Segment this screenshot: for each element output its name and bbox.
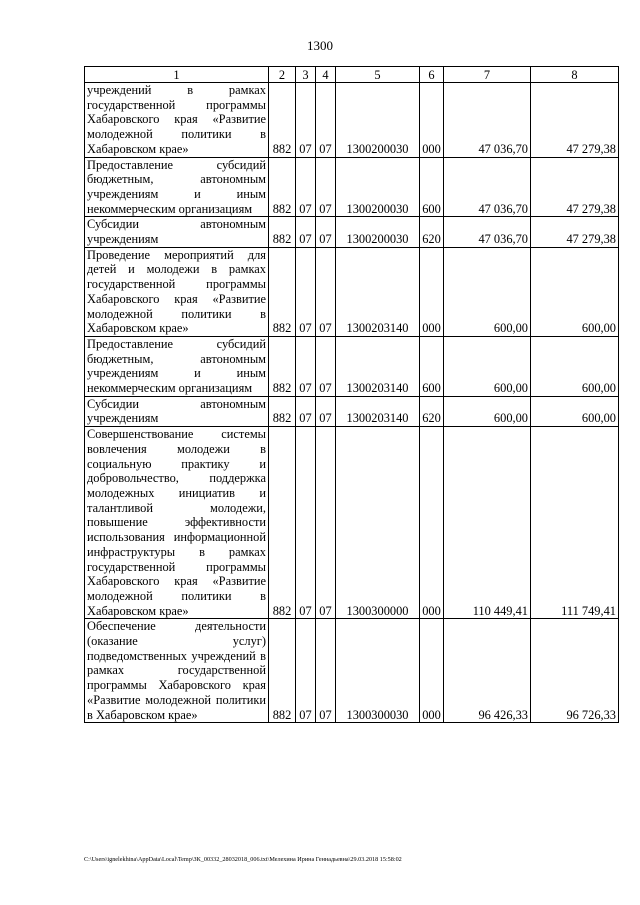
expense-type-code: 000 (420, 619, 444, 723)
ministry-code: 882 (269, 427, 296, 619)
table-row (85, 157, 619, 217)
ministry-code: 882 (269, 217, 296, 247)
section-code: 07 (296, 83, 316, 158)
ministry-code: 882 (269, 336, 296, 396)
amount-year-1: 600,00 (444, 336, 531, 396)
row-description: Предоставление субсидий бюджетным, автономным учреждениям и иным некоммерческим организациям (85, 157, 269, 217)
ministry-code: 882 (269, 619, 296, 723)
table-row (85, 83, 619, 158)
section-code: 07 (296, 396, 316, 426)
budget-table (84, 66, 619, 723)
table-row (85, 217, 619, 247)
expense-type-code: 000 (420, 83, 444, 158)
subsection-code: 07 (316, 157, 336, 217)
amount-year-1: 47 036,70 (444, 83, 531, 158)
row-description: Субсидии автономным учреждениям (85, 396, 269, 426)
column-header: 7 (444, 67, 531, 83)
table-row (85, 247, 619, 336)
table-row (85, 427, 619, 619)
target-article-code: 1300200030 (336, 83, 420, 158)
target-article-code: 1300203140 (336, 396, 420, 426)
expense-type-code: 000 (420, 427, 444, 619)
column-header: 6 (420, 67, 444, 83)
section-code: 07 (296, 157, 316, 217)
row-description: Обеспечение деятельности (оказание услуг) подведомственных учреждений в рамках государственной программы Хабаровского края «Развитие молодежной политики в Хабаровском крае» (85, 619, 269, 723)
row-description: Проведение мероприятий для детей и молодежи в рамках государственной программы Хабаровского края «Развитие молодежной политики в Хабаровском крае» (85, 247, 269, 336)
column-header: 2 (269, 67, 296, 83)
table-row (85, 619, 619, 723)
target-article-code: 1300200030 (336, 217, 420, 247)
amount-year-1: 47 036,70 (444, 217, 531, 247)
column-header: 3 (296, 67, 316, 83)
amount-year-2: 96 726,33 (531, 619, 619, 723)
target-article-code: 1300300030 (336, 619, 420, 723)
amount-year-2: 111 749,41 (531, 427, 619, 619)
expense-type-code: 620 (420, 217, 444, 247)
subsection-code: 07 (316, 427, 336, 619)
expense-type-code: 600 (420, 157, 444, 217)
column-header: 8 (531, 67, 619, 83)
section-code: 07 (296, 427, 316, 619)
section-code: 07 (296, 217, 316, 247)
amount-year-2: 47 279,38 (531, 157, 619, 217)
table-header-row (85, 67, 619, 83)
file-path-footer: C:\Users\ignelekhina\AppData\Local\Temp\ЗК_00332_28032018_006.txt\Мелехина Ирина Геннадьевна\29.03.2018 15:58:02 (84, 856, 402, 863)
ministry-code: 882 (269, 157, 296, 217)
table-row (85, 336, 619, 396)
section-code: 07 (296, 336, 316, 396)
amount-year-2: 47 279,38 (531, 83, 619, 158)
subsection-code: 07 (316, 396, 336, 426)
amount-year-2: 47 279,38 (531, 217, 619, 247)
row-description: Совершенствование системы вовлечения молодежи в социальную практику и добровольчество, поддержка молодежных инициатив и талантливой молодежи, повышение эффективности использования информационной инфраструктуры в рамках государственной программы Хабаровского края «Развитие молодежной политики в Хабаровском крае» (85, 427, 269, 619)
target-article-code: 1300300000 (336, 427, 420, 619)
amount-year-1: 96 426,33 (444, 619, 531, 723)
page-number: 1300 (307, 38, 333, 53)
subsection-code: 07 (316, 217, 336, 247)
expense-type-code: 600 (420, 336, 444, 396)
amount-year-1: 110 449,41 (444, 427, 531, 619)
amount-year-1: 47 036,70 (444, 157, 531, 217)
amount-year-1: 600,00 (444, 247, 531, 336)
row-description: учреждений в рамках государственной программы Хабаровского края «Развитие молодежной политики в Хабаровском крае» (85, 83, 269, 158)
row-description: Предоставление субсидий бюджетным, автономным учреждениям и иным некоммерческим организациям (85, 336, 269, 396)
subsection-code: 07 (316, 619, 336, 723)
row-description: Субсидии автономным учреждениям (85, 217, 269, 247)
amount-year-2: 600,00 (531, 247, 619, 336)
section-code: 07 (296, 247, 316, 336)
expense-type-code: 000 (420, 247, 444, 336)
expense-type-code: 620 (420, 396, 444, 426)
section-code: 07 (296, 619, 316, 723)
ministry-code: 882 (269, 247, 296, 336)
target-article-code: 1300203140 (336, 247, 420, 336)
subsection-code: 07 (316, 83, 336, 158)
target-article-code: 1300200030 (336, 157, 420, 217)
subsection-code: 07 (316, 336, 336, 396)
amount-year-1: 600,00 (444, 396, 531, 426)
subsection-code: 07 (316, 247, 336, 336)
amount-year-2: 600,00 (531, 336, 619, 396)
column-header: 1 (85, 67, 269, 83)
target-article-code: 1300203140 (336, 336, 420, 396)
column-header: 4 (316, 67, 336, 83)
ministry-code: 882 (269, 83, 296, 158)
table-row (85, 396, 619, 426)
column-header: 5 (336, 67, 420, 83)
amount-year-2: 600,00 (531, 396, 619, 426)
ministry-code: 882 (269, 396, 296, 426)
